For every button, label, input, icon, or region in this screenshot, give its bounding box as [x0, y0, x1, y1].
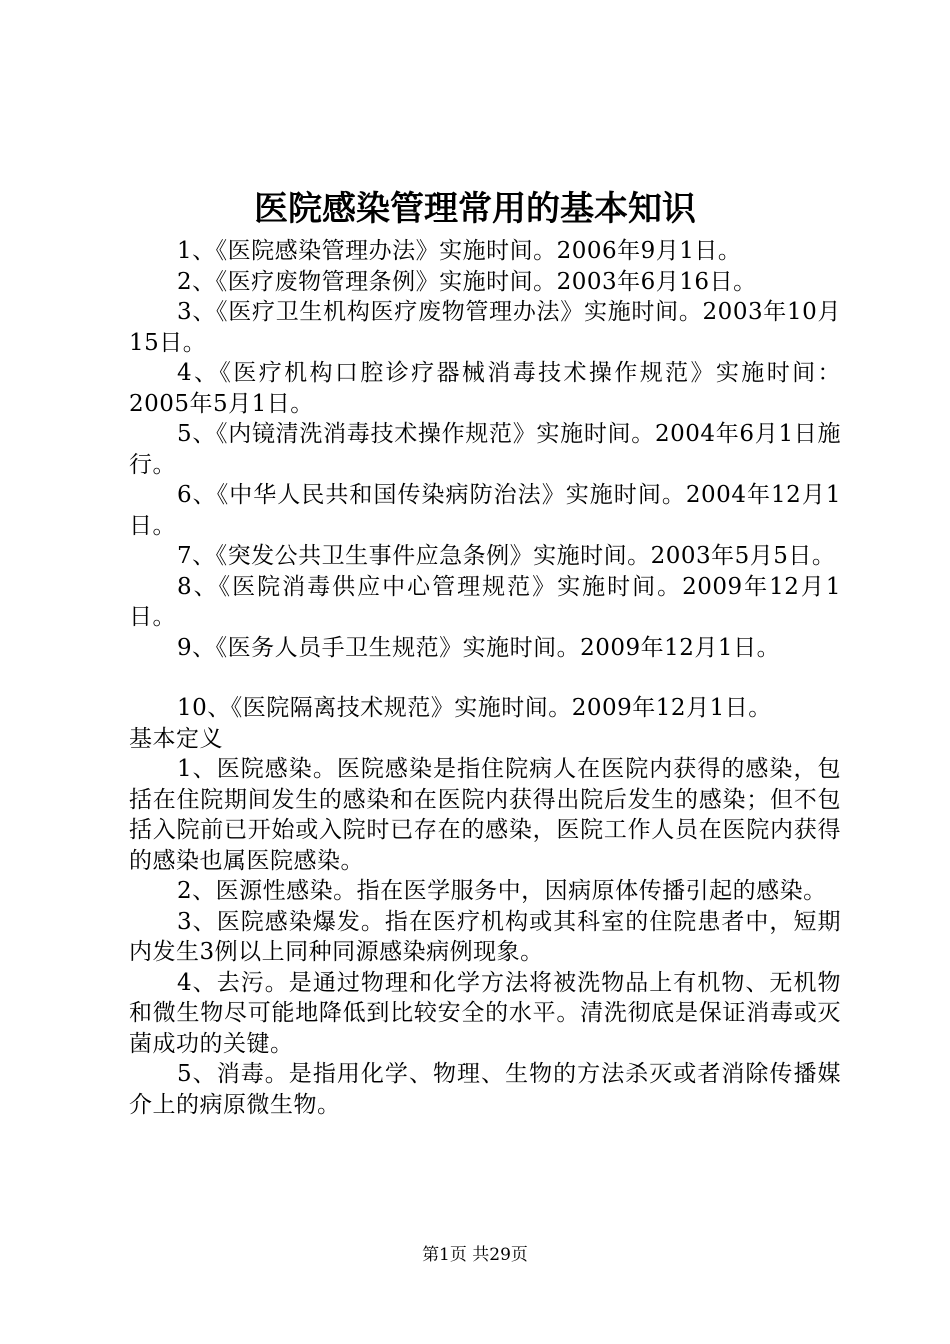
- regulation-item-3: 3、《医疗卫生机构医疗废物管理办法》实施时间。2003年10月15日。: [129, 299, 841, 356]
- regulation-item-9: 9、《医务人员手卫生规范》实施时间。2009年12月1日。: [177, 634, 781, 661]
- regulation-item-1: 1、《医院感染管理办法》实施时间。2006年9月1日。: [177, 238, 742, 264]
- definition-item-1: 1、医院感染。医院感染是指住院病人在医院内获得的感染，包括在住院期间发生的感染和在医院内获得出院后发生的感染；但不包括入院前已开始或入院时已存在的感染，医院工作人员在医院内获得的感染也属医院感染。: [129, 756, 841, 874]
- regulation-item-5: 5、《内镜清洗消毒技术操作规范》实施时间。2004年6月1日施行。: [129, 421, 841, 478]
- definitions-heading: 基本定义: [129, 725, 223, 752]
- page-footer: 第1页 共29页: [422, 1245, 528, 1265]
- regulation-item-10: 10、《医院隔离技术规范》实施时间。2009年12月1日。: [177, 695, 772, 721]
- regulation-item-8: 8、《医院消毒供应中心管理规范》实施时间。2009年12月1日。: [129, 573, 841, 630]
- definition-item-3: 3、医院感染爆发。指在医疗机构或其科室的住院患者中，短期内发生3例以上同种同源感染病例现象。: [129, 908, 841, 965]
- definition-item-5: 5、消毒。是指用化学、物理、生物的方法杀灭或者消除传播媒介上的病原微生物。: [129, 1061, 841, 1118]
- document-title: 医院感染管理常用的基本知识: [254, 189, 696, 229]
- definition-item-4: 4、去污。是通过物理和化学方法将被洗物品上有机物、无机物和微生物尽可能地降低到比较安全的水平。清洗彻底是保证消毒或灭菌成功的关键。: [129, 969, 841, 1057]
- document-body: [129, 236, 841, 1120]
- regulation-item-6: 6、《中华人民共和国传染病防治法》实施时间。2004年12月1日。: [129, 482, 841, 539]
- regulation-item-4: 4、《医疗机构口腔诊疗器械消毒技术操作规范》实施时间：2005年5月1日。: [129, 360, 841, 417]
- definition-item-2: 2、医源性感染。指在医学服务中，因病原体传播引起的感染。: [177, 878, 827, 904]
- regulation-item-7: 7、《突发公共卫生事件应急条例》实施时间。2003年5月5日。: [177, 543, 836, 569]
- regulation-item-2: 2、《医疗废物管理条例》实施时间。2003年6月16日。: [177, 268, 757, 295]
